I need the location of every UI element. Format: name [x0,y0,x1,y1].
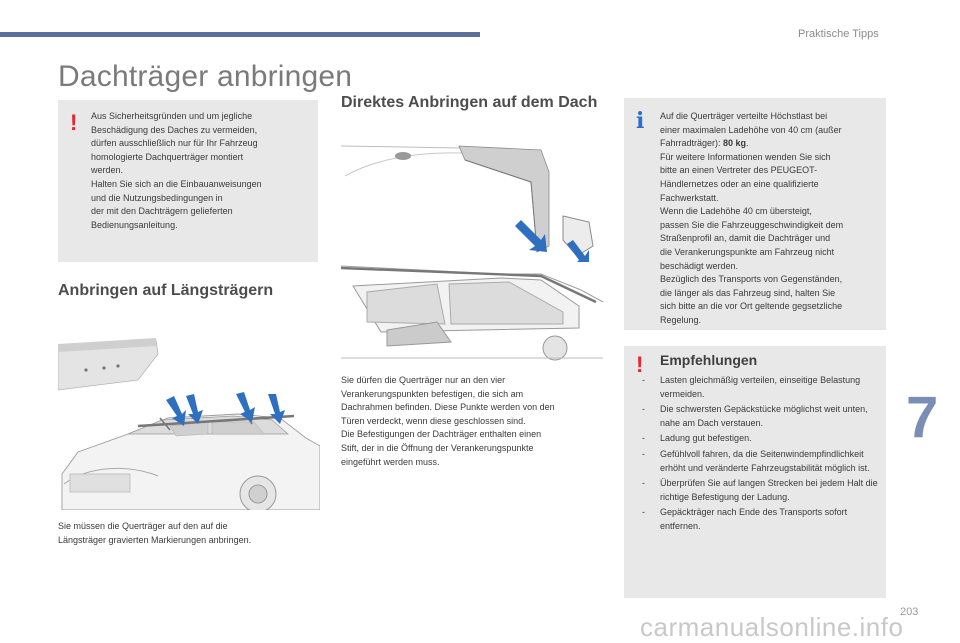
list-item: - Überprüfen Sie auf langen Strecken bei jedem Halt die richtige Befestigung der Ladung. [642,478,878,502]
safety-warning-text: Aus Sicherheitsgründen und um jegliche Beschädigung des Daches zu vermeiden, dürfen ausschließlich nur für Ihr Fahrzeug homologierte Dachquerträger montiert werden. Halten Sie sich an die Einbauanweisungen und die Nutzungsbedingungen in der mit den Dachträgern gelieferten Bedienungsanleitung. [91,111,262,230]
list-item: - Gepäckträger nach Ende des Transports sofort entfernen. [642,507,848,531]
max-load-value: 80 kg [723,138,747,149]
list-item: - Die schwersten Gepäckstücke möglichst weit unten, nahe am Dach verstauen. [642,404,868,428]
roof-rails-illustration [58,334,320,510]
info-text-after: . Für weitere Informationen wenden Sie sich bitte an einen Vertreter des PEUGEOT- Händlernetzes oder an eine qualifizierte Fachwerkstatt. Wenn die Ladehöhe 40 cm übersteigt, passen Sie die Fahrzeuggeschwindigkeit dem Straßenprofil an, damit die Dachträger und die Verankerungspunkte am Fahrzeug nicht beschädigt werden. Bezüglich des Transports von Gegenständen, die länger als das Fahrzeug sind, halten Sie sich bitte an die vor Ort geltende gegsetzliche Regelung. [660,138,844,325]
list-item: - Gefühlvoll fahren, da die Seitenwindempfindlichkeit erhöht und veränderte Fahrzeugstabilität möglich ist. [642,448,870,473]
chapter-label: Praktische Tipps [798,28,879,40]
header-accent-bar [0,32,480,37]
recommendations-heading: Empfehlungen [660,352,758,368]
max-load-info-box [624,98,886,330]
safety-warning-box [58,100,318,262]
roof-side-illustration [341,262,603,362]
max-load-info-text [660,110,882,328]
exclamation-icon: ! [70,110,78,135]
page-title: Dachträger anbringen [58,60,353,93]
anchor-point-detail-illustration [341,136,603,266]
list-item: - Ladung gut befestigen. [642,433,752,444]
chapter-number: 7 [906,385,939,450]
list-item: - Lasten gleichmäßig verteilen, einseitige Belastung vermeiden. [642,375,861,399]
heading-longitudinal-rails: Anbringen auf Längsträgern [58,282,274,299]
recommendations-list [642,374,882,536]
recommendations-box [624,346,886,598]
heading-direct-roof: Direktes Anbringen auf dem Dach [341,94,598,111]
exclamation-icon: ! [636,352,644,377]
info-text-before: Auf die Querträger verteilte Höchstlast bei einer maximalen Ladehöhe von 40 cm (außer Fahrradträger): [660,111,842,149]
page-number: 203 [900,606,919,618]
longitudinal-rails-text: Sie müssen die Querträger auf den auf die Längsträger gravierten Markierungen anbringen. [58,521,252,545]
watermark: carmanualsonline.info [640,612,904,642]
direct-mount-text: Sie dürfen die Querträger nur an den vier Verankerungspunkten befestigen, die sich am Dachrahmen befinden. Diese Punkte werden von den Türen verdeckt, wenn diese geschlossen sind. Die Befestigungen der Dachträger enthalten einen Stift, der in die Öffnung der Verankerungspunkte eingeführt werden muss. [341,375,555,467]
info-icon: i [636,108,645,134]
